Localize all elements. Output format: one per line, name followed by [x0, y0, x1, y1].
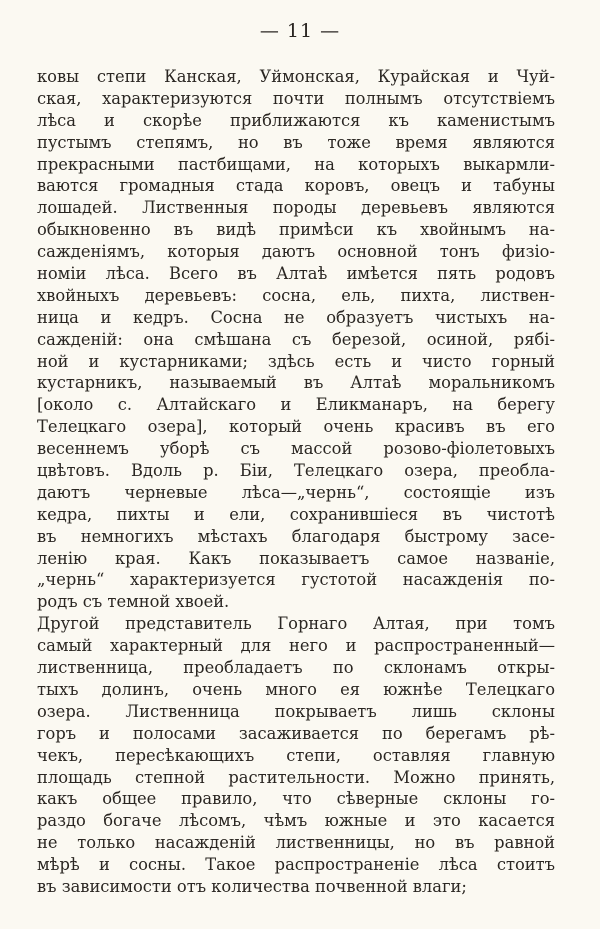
text-line: Другой представитель Горнаго Алтая, при томъ — [37, 614, 555, 634]
text-line: мѣрѣ и сосны. Такое распространеніе лѣса стоитъ — [37, 855, 555, 875]
text-line: озера. Лиственница покрываетъ лишь склоны — [37, 701, 555, 721]
text-line: номіи лѣса. Всего въ Алтаѣ имѣется пять родовъ — [37, 264, 555, 284]
text-line: весеннемъ уборѣ съ массой розово-фіолетовыхъ — [37, 439, 555, 459]
text-line: „чернь“ характеризуется густотой насажденія по- — [37, 570, 555, 590]
text-line: прекрасными пастбищами, на которыхъ выкармли- — [37, 154, 555, 174]
text-line: Телецкаго озера], который очень красивъ въ его — [37, 417, 555, 437]
text-line: родъ съ темной хвоей. — [37, 592, 230, 612]
text-line: чекъ, пересѣкающихъ степи, оставляя главную — [37, 745, 555, 765]
text-line: кедра, пихты и ели, сохранившіеся въ чистотѣ — [37, 504, 555, 524]
text-line: въ зависимости отъ количества почвенной влаги; — [37, 876, 467, 896]
text-line: самый характерный для него и распространенный— — [37, 636, 555, 656]
paragraph-2 — [37, 613, 555, 898]
text-line: даютъ черневые лѣса—„чернь“, состоящіе изъ — [37, 482, 555, 502]
text-line: ская, характеризуются почти полнымъ отсутствіемъ — [37, 88, 555, 108]
text-line: лѣса и скорѣе приближаются къ каменистымъ — [37, 110, 555, 130]
text-line: не только насажденій лиственницы, но въ равной — [37, 833, 555, 853]
text-line: обыкновенно въ видѣ примѣси къ хвойнымъ на- — [37, 220, 555, 240]
text-line: ленію края. Какъ показываетъ самое названіе, — [37, 548, 555, 568]
text-line: въ немногихъ мѣстахъ благодаря быстрому засе- — [37, 526, 555, 546]
page-number: — 11 — — [259, 20, 341, 42]
text-line: какъ общее правило, что сѣверные склоны го- — [37, 789, 555, 809]
text-line: сажденіямъ, которыя даютъ основной тонъ физіо- — [37, 242, 555, 262]
text-line: площадь степной растительности. Можно принять, — [37, 767, 555, 787]
text-line: ница и кедръ. Сосна не образуетъ чистыхъ на- — [37, 307, 555, 327]
text-line: хвойныхъ деревьевъ: сосна, ель, пихта, листвен- — [37, 285, 555, 305]
text-line: ной и кустарниками; здѣсь есть и чисто горный — [37, 351, 555, 371]
text-line: сажденій: она смѣшана съ березой, осиной, рябі- — [37, 329, 555, 349]
text-line: раздо богаче лѣсомъ, чѣмъ южные и это касается — [37, 811, 555, 831]
text-line: [около с. Алтайскаго и Еликманаръ, на берегу — [37, 395, 555, 415]
text-line: ваются громадныя стада коровъ, овецъ и табуны — [37, 176, 555, 196]
paragraph-1 — [37, 66, 555, 613]
text-line: пустымъ степямъ, но въ тоже время являются — [37, 132, 555, 152]
text-line: кустарникъ, называемый въ Алтаѣ моральникомъ — [37, 373, 555, 393]
text-line: лиственница, преобладаетъ по склонамъ откры- — [37, 658, 555, 678]
text-line: тыхъ долинъ, очень много ея южнѣе Телецкаго — [37, 679, 555, 699]
text-line: лошадей. Лиственныя породы деревьевъ являются — [37, 198, 555, 218]
body-text — [37, 66, 555, 898]
text-line: горъ и полосами засаживается по берегамъ рѣ- — [37, 723, 555, 743]
text-line: ковы степи Канская, Уймонская, Курайская и Чуй- — [37, 67, 555, 86]
text-line: цвѣтовъ. Вдоль р. Біи, Телецкаго озера, преобла- — [37, 461, 555, 481]
